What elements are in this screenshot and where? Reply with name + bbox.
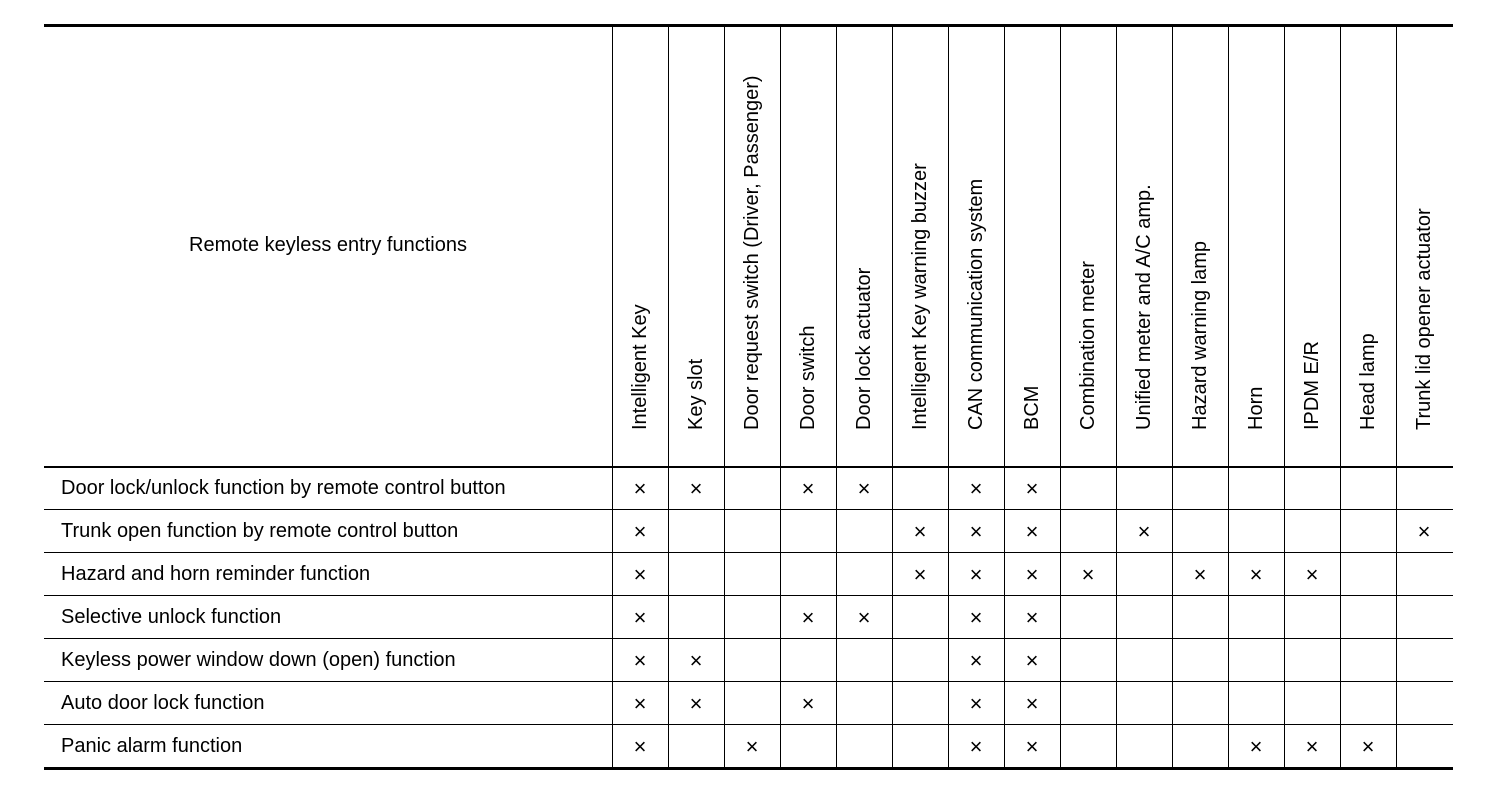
check-mark: × xyxy=(801,605,815,630)
check-mark: × xyxy=(857,476,871,501)
check-mark: × xyxy=(969,691,983,716)
row-label: Auto door lock function xyxy=(61,692,265,714)
function-matrix-table xyxy=(44,24,1453,770)
check-mark: × xyxy=(689,648,703,673)
row-label: Selective unlock function xyxy=(61,606,282,628)
check-mark: × xyxy=(969,734,983,759)
check-mark: × xyxy=(1025,476,1039,501)
column-header xyxy=(1396,24,1452,466)
check-mark: × xyxy=(969,562,983,587)
check-mark: × xyxy=(1305,562,1319,587)
column-header-label: Hazard warning lamp xyxy=(1189,241,1211,430)
column-header-label: Combination meter xyxy=(1077,261,1099,430)
column-header xyxy=(1116,24,1172,466)
check-mark: × xyxy=(633,691,647,716)
column-header xyxy=(780,24,836,466)
column-header xyxy=(668,24,724,466)
row-label: Keyless power window down (open) function xyxy=(61,649,456,671)
column-header xyxy=(836,24,892,466)
column-header-label: IPDM E/R xyxy=(1301,341,1323,430)
column-header-label: CAN communication system xyxy=(965,178,987,430)
column-header-label: Door request switch (Driver, Passenger) xyxy=(741,75,763,430)
row-label: Hazard and horn reminder function xyxy=(61,563,371,585)
column-header xyxy=(1340,24,1396,466)
column-header-label: Head lamp xyxy=(1357,333,1379,430)
check-mark: × xyxy=(913,562,927,587)
column-header-label: Intelligent Key xyxy=(629,304,651,430)
check-mark: × xyxy=(969,519,983,544)
check-mark: × xyxy=(1137,519,1151,544)
column-header xyxy=(1004,24,1060,466)
column-header-label: Intelligent Key warning buzzer xyxy=(909,163,931,430)
column-header xyxy=(892,24,948,466)
check-mark: × xyxy=(1025,562,1039,587)
check-mark: × xyxy=(1417,519,1431,544)
column-header-label: Door lock actuator xyxy=(853,267,875,430)
column-header-label: Door switch xyxy=(797,325,819,430)
check-mark: × xyxy=(801,476,815,501)
row-label: Trunk open function by remote control button xyxy=(61,520,459,542)
row-label: Door lock/unlock function by remote control button xyxy=(61,477,506,499)
check-mark: × xyxy=(1249,562,1263,587)
check-mark: × xyxy=(1025,734,1039,759)
column-header xyxy=(1172,24,1228,466)
check-mark: × xyxy=(1081,562,1095,587)
check-mark: × xyxy=(1025,648,1039,673)
check-mark: × xyxy=(633,476,647,501)
check-mark: × xyxy=(633,519,647,544)
check-mark: × xyxy=(633,734,647,759)
check-mark: × xyxy=(1361,734,1375,759)
check-mark: × xyxy=(633,605,647,630)
check-mark: × xyxy=(1025,519,1039,544)
check-mark: × xyxy=(1193,562,1207,587)
column-header xyxy=(1228,24,1284,466)
check-mark: × xyxy=(969,605,983,630)
check-mark: × xyxy=(1305,734,1319,759)
check-mark: × xyxy=(633,648,647,673)
column-header xyxy=(1284,24,1340,466)
column-header xyxy=(948,24,1004,466)
corner-header: Remote keyless entry functions xyxy=(189,233,467,256)
column-header xyxy=(612,24,668,466)
column-header-label: Key slot xyxy=(685,358,707,430)
check-mark: × xyxy=(801,691,815,716)
check-mark: × xyxy=(689,476,703,501)
column-header xyxy=(1060,24,1116,466)
check-mark: × xyxy=(1025,605,1039,630)
check-mark: × xyxy=(1249,734,1263,759)
column-header xyxy=(724,24,780,466)
check-mark: × xyxy=(857,605,871,630)
check-mark: × xyxy=(969,648,983,673)
check-mark: × xyxy=(633,562,647,587)
column-header-label: Unified meter and A/C amp. xyxy=(1133,184,1155,430)
check-mark: × xyxy=(1025,691,1039,716)
check-mark: × xyxy=(969,476,983,501)
check-mark: × xyxy=(913,519,927,544)
column-header-label: Trunk lid opener actuator xyxy=(1413,208,1435,430)
check-mark: × xyxy=(689,691,703,716)
column-header-label: BCM xyxy=(1021,385,1043,430)
row-label: Panic alarm function xyxy=(61,735,243,757)
column-header-label: Horn xyxy=(1245,386,1267,430)
check-mark: × xyxy=(745,734,759,759)
